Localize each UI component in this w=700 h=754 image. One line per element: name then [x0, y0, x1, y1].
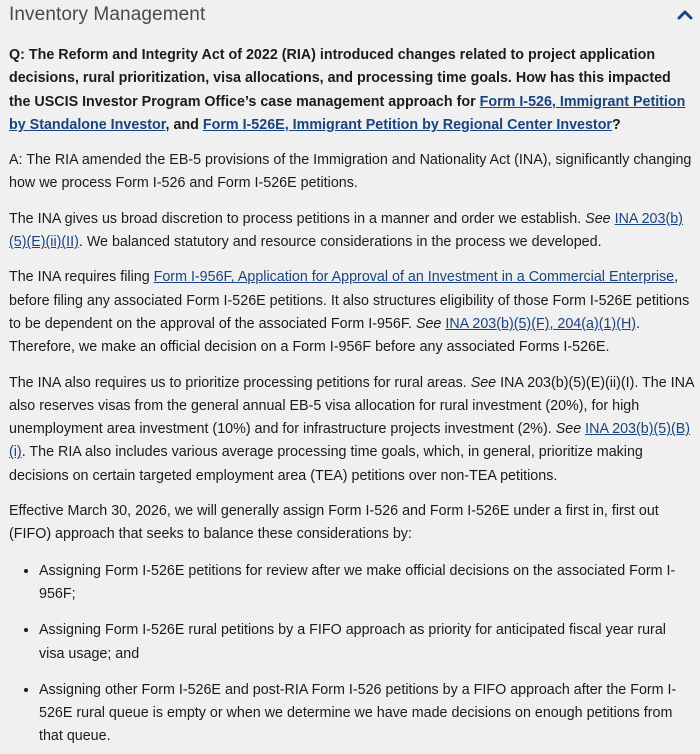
- paragraph-text: The INA requires filing: [9, 269, 154, 286]
- question-text: Q: The Reform and Integrity Act of 2022 (RIA) introduced changes related to project application decisions, rural prioritization, visa allocations, and processing time goals. How has this impacted the USCIS Investor Program Office’s case management approach for: [9, 47, 671, 110]
- rural-paragraph: [9, 372, 694, 488]
- paragraph-text: The INA gives us broad discretion to process petitions in a manner and order we establish.: [9, 210, 586, 227]
- ina-203-b5-b-i-link[interactable]: INA 203(b)(5)(B)(i): [9, 421, 691, 461]
- answer-intro: A: The RIA amended the EB-5 provisions of the Immigration and Nationality Act (INA), significantly changing how we process Form I-526 and Form I-526E petitions.: [9, 152, 692, 192]
- ina-203-b5-e-ii-ii-link[interactable]: INA 203(b)(5)(E)(ii)(II): [9, 210, 683, 251]
- list-item: • Assigning Form I-526E petitions for review after we make official decisions on the associated Form I-956F;: [39, 559, 694, 607]
- see-citation: See: [585, 210, 611, 227]
- question-text: , and: [165, 116, 203, 133]
- paragraph-text: . Therefore, we make an official decision on a Form I-956F before any associated Forms I-526E.: [9, 315, 641, 356]
- discretion-paragraph: [9, 208, 694, 255]
- see-citation: See: [415, 315, 442, 332]
- form-i526-link[interactable]: Form I-526, Immigrant Petition by Standalone Investor: [9, 93, 686, 133]
- question-paragraph: [9, 44, 694, 137]
- filing-paragraph: [9, 266, 694, 359]
- form-i526e-link[interactable]: Form I-526E, Immigrant Petition by Regional Center Investor: [202, 116, 612, 133]
- list-item: • Assigning Form I-526E rural petitions by a FIFO approach as priority for anticipated fiscal year rural visa usage; and: [39, 618, 694, 666]
- accordion-content: [0, 30, 700, 749]
- chevron-up-icon[interactable]: [676, 6, 694, 24]
- form-i956f-link[interactable]: Form I-956F, Application for Approval of an Investment in a Commercial Enterprise: [153, 269, 675, 286]
- ina-203-b5-f-link[interactable]: INA 203(b)(5)(F), 204(a)(1)(H): [445, 315, 637, 332]
- accordion-title: Inventory Management: [9, 4, 206, 25]
- see-citation: See: [555, 421, 582, 438]
- paragraph-text: , before filing any associated Form I-526E petitions. It also structures eligibility of those Form I-526E petitions to be dependent on the approval of the associated Form I-956F.: [9, 269, 690, 332]
- paragraph-text: . We balanced statutory and resource considerations in the process we developed.: [78, 234, 602, 251]
- see-citation: See: [470, 374, 497, 391]
- list-item: • Assigning other Form I-526E and post-RIA Form I-526 petitions by a FIFO approach after the Form I-526E rural queue is empty or when we determine we have made decisions on enough petitions from that queue.: [39, 678, 694, 749]
- paragraph-text: . The RIA also includes various average processing time goals, which, in general, prioritize making decisions on certain targeted employment area (TEA) petitions over non-TEA petitions.: [9, 444, 643, 484]
- accordion-header[interactable]: [0, 0, 700, 30]
- paragraph-text: The INA also requires us to prioritize processing petitions for rural areas.: [9, 374, 471, 391]
- question-text: ?: [612, 116, 621, 133]
- fifo-approach-list: [9, 559, 694, 749]
- paragraph-text: INA 203(b)(5)(E)(ii)(I). The INA also reserves visas from the general annual EB-5 visa allocation for rural investment (20%), for high unemployment area investment (10%) and for infrastructure projects investment (2%).: [9, 374, 694, 438]
- effective-paragraph: Effective March 30, 2026, we will generally assign Form I-526 and Form I-526E under a first in, first out (FIFO) approach that seeks to balance these considerations by:: [9, 503, 659, 543]
